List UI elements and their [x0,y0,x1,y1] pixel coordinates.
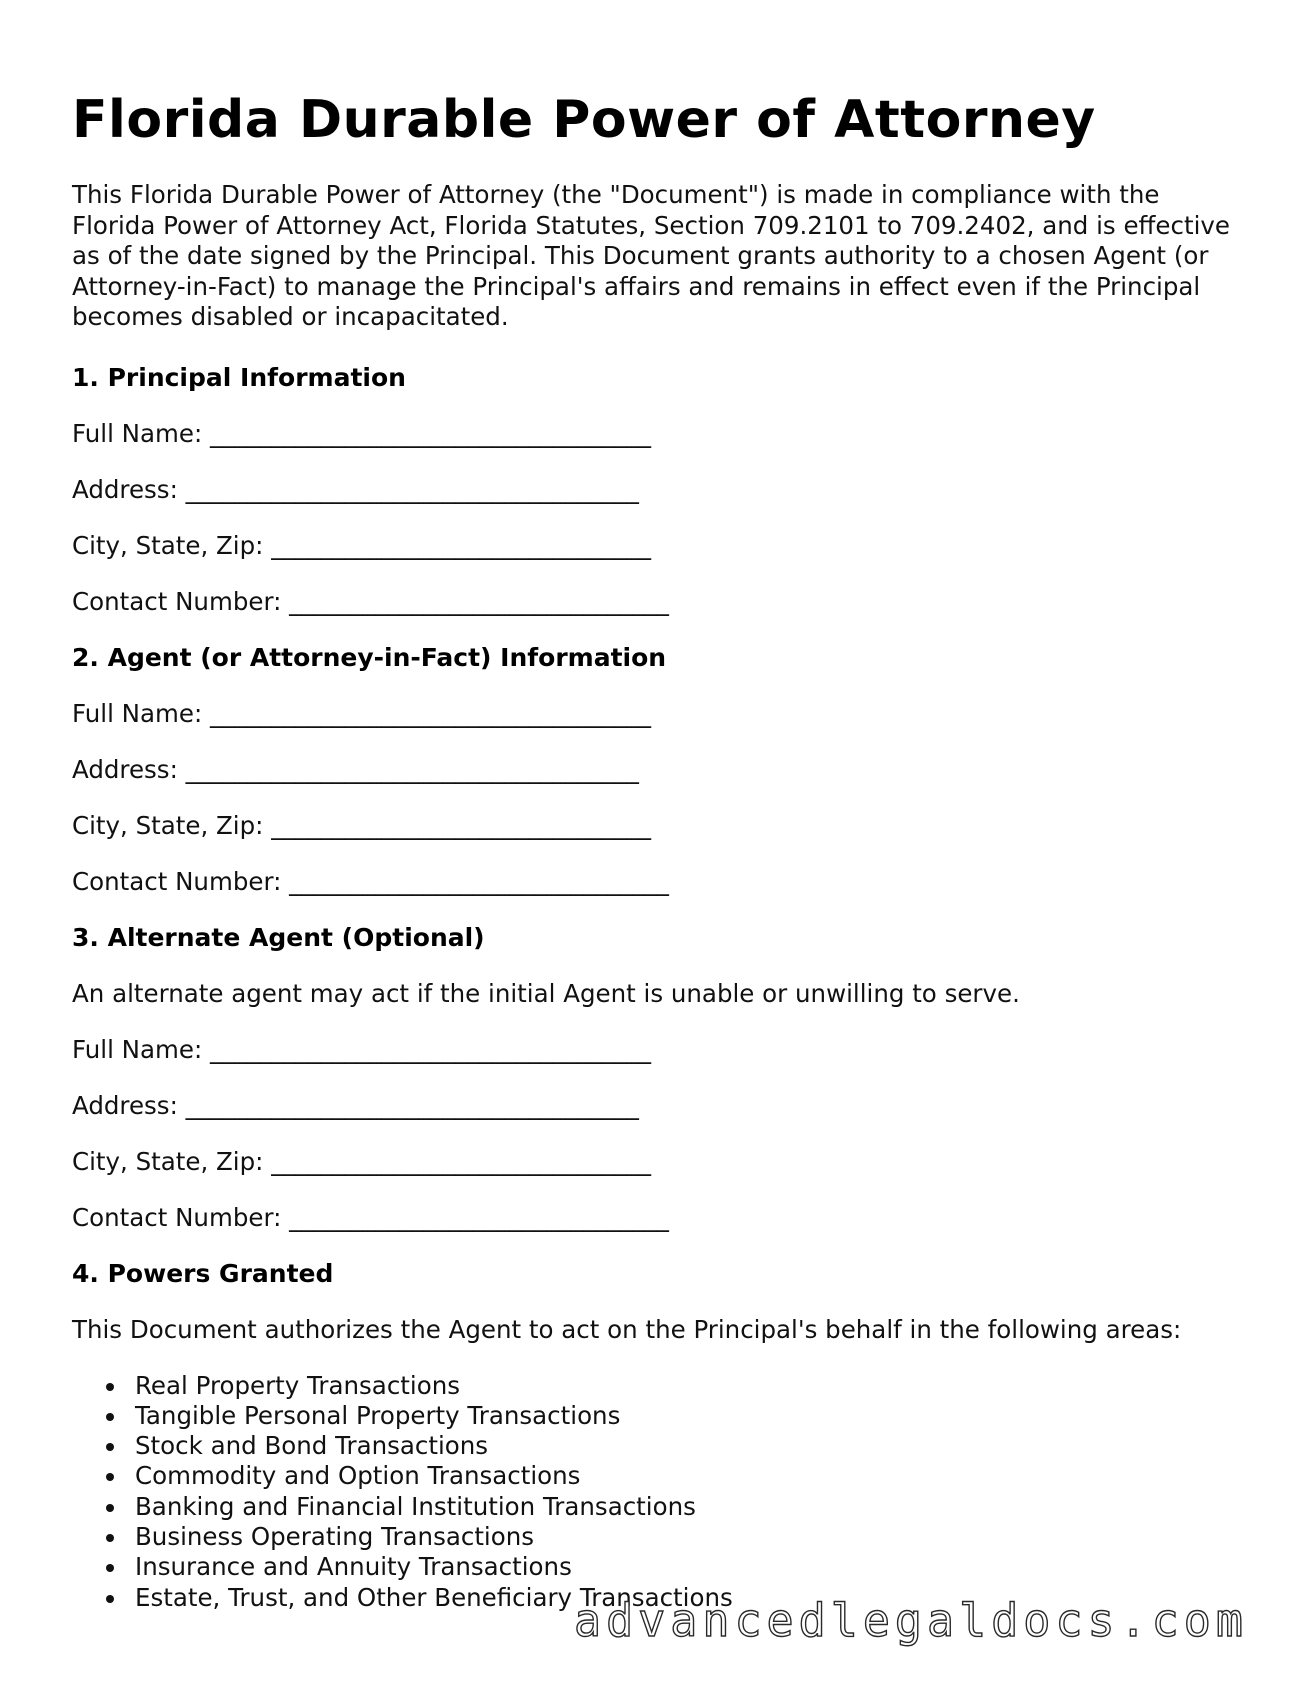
powers-list-item: Real Property Transactions [135,1371,1242,1401]
principal-contact-field: Contact Number: _______________________________ [72,586,669,616]
principal-city-field: City, State, Zip: _______________________________ [72,530,651,560]
principal-full-name-field: Full Name: ____________________________________ [72,418,652,448]
alternate-heading: 3. Alternate Agent (Optional) [72,922,485,952]
document-title: Florida Durable Power of Attorney [72,90,1096,150]
powers-heading: 4. Powers Granted [72,1258,334,1288]
agent-address-field: Address: _____________________________________ [72,754,639,784]
powers-list [72,1371,1242,1613]
powers-intro: This Document authorizes the Agent to act on the Principal's behalf in the following areas: [72,1314,1182,1344]
agent-heading: 2. Agent (or Attorney-in-Fact) Information [72,642,667,672]
agent-full-name-field: Full Name: ____________________________________ [72,698,652,728]
alternate-full-name-field: Full Name: ____________________________________ [72,1034,652,1064]
principal-heading: 1. Principal Information [72,362,406,392]
alternate-address-field: Address: _____________________________________ [72,1090,639,1120]
powers-list-item: Estate, Trust, and Other Beneficiary Transactions [135,1583,1242,1613]
alternate-contact-field: Contact Number: _______________________________ [72,1202,669,1232]
document-page [72,88,1242,1613]
intro-paragraph: This Florida Durable Power of Attorney (the "Document") is made in compliance with the Florida Power of Attorney Act, Florida Statutes, Section 709.2101 to 709.2402, and is effective as of the date signed by the Principal. This Document grants authority to a chosen Agent (or Attorney-in-Fact) to manage the Principal's affairs and remains in effect even if the Principal becomes disabled or incapacitated. [72,180,1230,331]
principal-address-field: Address: _____________________________________ [72,474,639,504]
powers-list-item: Business Operating Transactions [135,1522,1242,1552]
agent-city-field: City, State, Zip: _______________________________ [72,810,651,840]
alternate-note: An alternate agent may act if the initial Agent is unable or unwilling to serve. [72,978,1020,1008]
alternate-city-field: City, State, Zip: _______________________________ [72,1146,651,1176]
powers-list-item: Banking and Financial Institution Transactions [135,1492,1242,1522]
powers-list-item: Insurance and Annuity Transactions [135,1552,1242,1582]
powers-list-item: Tangible Personal Property Transactions [135,1401,1242,1431]
powers-list-item: Stock and Bond Transactions [135,1431,1242,1461]
watermark: advancedlegaldocs.com [574,1594,1248,1647]
powers-list-item: Commodity and Option Transactions [135,1461,1242,1491]
agent-contact-field: Contact Number: _______________________________ [72,866,669,896]
